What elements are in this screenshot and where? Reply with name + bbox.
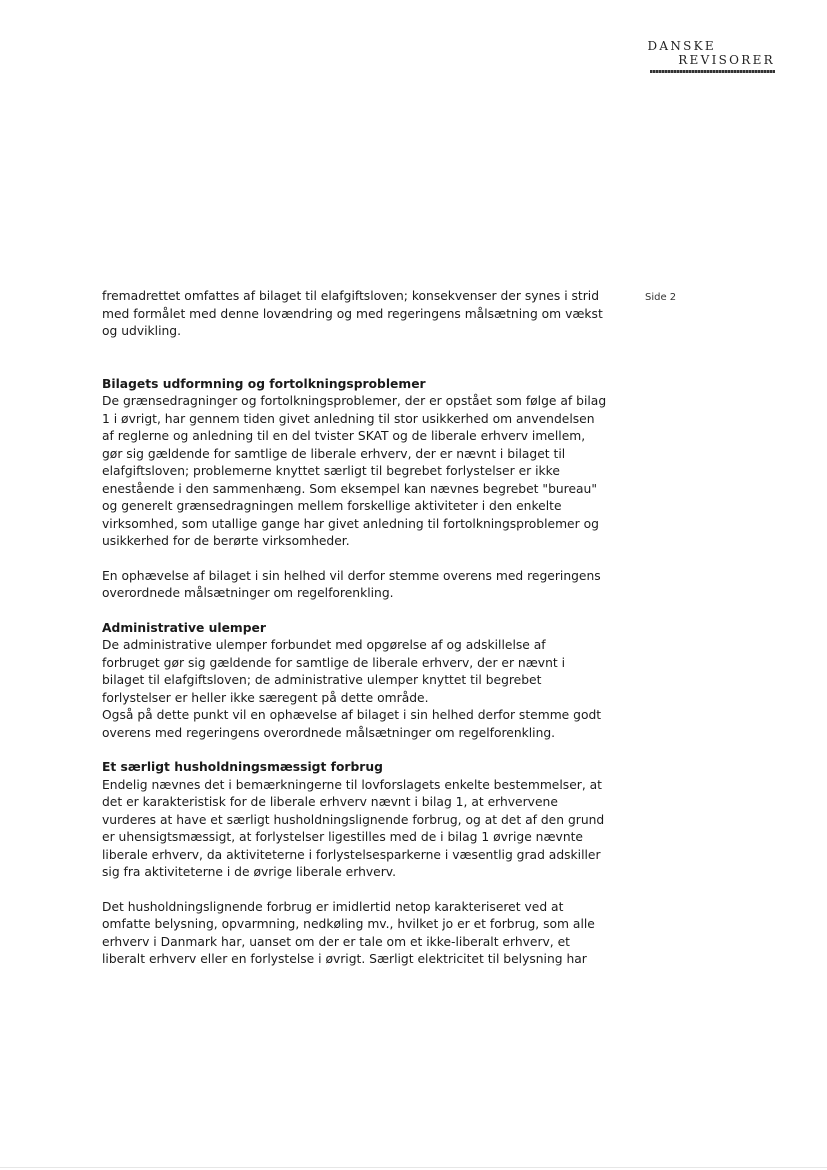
paragraph-husholdningslignende-forbrug: Det husholdningslignende forbrug er imidlertid netop karakteriseret ved at omfatte belysning, opvarmning, nedkøling mv., hvilket jo er et forbrug, som alle erhverv i Danmark har, uanset om der er tale om et ikke-liberalt erhverv, et liberalt erhverv eller en forlystelse i øvrigt. Særligt elektricitet til belysning har bbox=[102, 899, 595, 966]
heading-administrative-ulemper: Administrative ulemper bbox=[102, 620, 266, 635]
spacer bbox=[102, 742, 607, 759]
paragraph-graensedragninger: De grænsedragninger og fortolkningsproblemer, der er opstået som følge af bilag 1 i øvrigt, har gennem tiden givet anledning til stor usikkerhed om anvendelsen af reglerne og anledning til en del tvister SKAT og de liberale erhverv imellem, gør sig gældende for samtlige de liberale erhverv, der er nævnt i bilaget til elafgiftsloven; problemerne knyttet særligt til begrebet forlystelser er ikke enestående i den sammenhæng. Som eksempel kan nævnes begrebet "bureau" og generelt grænsedragningen mellem forskellige aktiviteter i den enkelte virksomhed, som utallige gange har givet anledning til fortolkningsproblemer og usikkerhed for de berørte virksomheder. bbox=[102, 394, 607, 548]
spacer bbox=[102, 551, 607, 568]
paragraph-ophaevelse: En ophævelse af bilaget i sin helhed vil derfor stemme overens med regeringens overordnede målsætninger om regelforenkling. bbox=[102, 568, 601, 600]
paragraph-ogsaa-paa-dette-punkt: Også på dette punkt vil en ophævelse af bilaget i sin helhed derfor stemme godt overens med regeringens overordnede målsætninger om regelforenkling. bbox=[102, 708, 602, 740]
intro-paragraph: fremadrettet omfattes af bilaget til elafgiftsloven; konsekvenser der synes i strid med formålet med denne lovændring og med regeringens målsætning om vækst og udvikling. bbox=[102, 289, 603, 338]
logo-underline-bar bbox=[650, 70, 775, 73]
page-edge-line bbox=[0, 1167, 827, 1168]
spacer bbox=[102, 882, 607, 899]
paragraph-endelig-naevnes: Endelig nævnes det i bemærkningerne til lovforslagets enkelte bestemmelser, at det er karakteristisk for de liberale erhverv nævnt i bilag 1, at erhvervene vurderes at have et særligt husholdningslignende forbrug, og at det af den grund er uhensigtsmæssigt, at forlystelser ligestilles med de i bilag 1 øvrige nævnte liberale erhverv, da aktiviteterne i forlystelsesparkerne i væsentlig grad adskiller sig fra aktiviteterne i de øvrige liberale erhverv. bbox=[102, 777, 605, 879]
heading-bilagets-udformning: Bilagets udformning og fortolkningsproblemer bbox=[102, 376, 426, 391]
paragraph-administrative-ulemper: De administrative ulemper forbundet med opgørelse af og adskillelse af forbruget gør sig gældende for samtlige de liberale erhverv, der er nævnt i bilaget til elafgiftsloven; de administrative ulemper knyttet til begrebet forlystelser er heller ikke særegent på dette område. bbox=[102, 638, 566, 705]
heading-husholdningsmaessigt-forbrug: Et særligt husholdningsmæssigt forbrug bbox=[102, 760, 383, 774]
spacer bbox=[102, 341, 607, 376]
spacer bbox=[102, 603, 607, 620]
danske-revisorer-logo bbox=[645, 39, 775, 73]
logo-line-1: DANSKE bbox=[647, 39, 716, 53]
page-number-label: Side 2 bbox=[645, 292, 677, 303]
logo-line-2: REVISORER bbox=[678, 53, 775, 67]
letter-body bbox=[102, 288, 607, 969]
